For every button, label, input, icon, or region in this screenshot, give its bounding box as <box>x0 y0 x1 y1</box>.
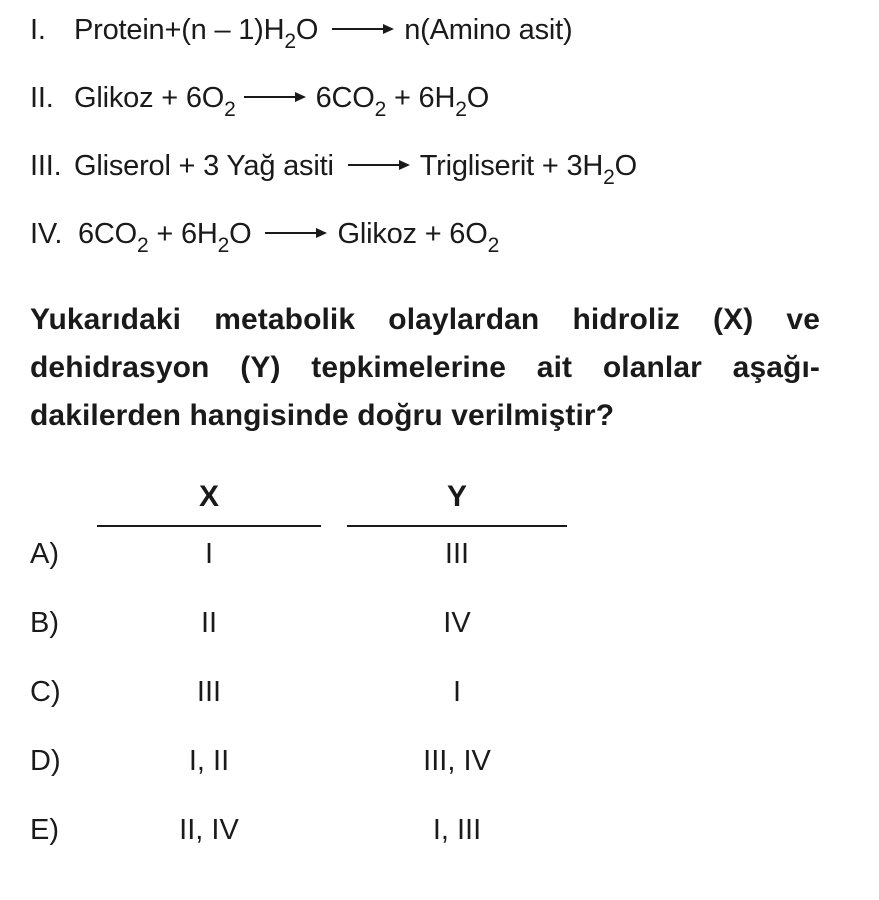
subscript: 2 <box>487 234 500 257</box>
subscript: 2 <box>224 98 236 121</box>
reactant-text: O <box>229 218 252 250</box>
subscript: 2 <box>217 234 230 257</box>
question-line: dehidrasyon (Y) tepkimelerine ait olanlar aşağı- <box>30 351 820 384</box>
reaction-number: I. <box>30 14 46 46</box>
product-text: Trigliserit + 3H <box>419 150 604 182</box>
option-y-value: III, IV <box>423 745 491 777</box>
product-text: + 6H <box>386 82 456 114</box>
reaction-2 <box>30 82 489 126</box>
option-y-value: IV <box>443 607 471 639</box>
subscript: 2 <box>284 30 296 53</box>
option-x-value: III <box>196 676 222 708</box>
reaction-3 <box>30 150 637 194</box>
answer-option-e[interactable] <box>0 814 879 858</box>
reactant-text: + 6H <box>148 218 218 250</box>
subscript: 2 <box>137 234 149 257</box>
answer-option-a[interactable] <box>0 538 879 582</box>
column-rule-y <box>347 525 567 527</box>
answer-option-c[interactable] <box>0 676 879 720</box>
reaction-number: II. <box>30 82 54 114</box>
option-letter: E) <box>30 814 59 846</box>
reaction-arrow-icon <box>244 96 304 98</box>
question-line: dakilerden hangisinde doğru verilmiştir? <box>30 399 615 432</box>
answer-option-b[interactable] <box>0 607 879 651</box>
product-text: O <box>614 150 637 182</box>
reaction-arrow-icon <box>348 164 408 166</box>
product-text: O <box>466 82 490 114</box>
option-x-value: II, IV <box>179 814 239 846</box>
subscript: 2 <box>603 166 615 189</box>
option-y-value: I, III <box>432 814 482 846</box>
answer-option-d[interactable] <box>0 745 879 789</box>
product-text: n(Amino asit) <box>404 14 573 46</box>
option-letter: B) <box>30 607 59 639</box>
reaction-4 <box>30 218 499 262</box>
reactant-text: 6CO <box>78 218 138 250</box>
product-text: Glikoz + 6O <box>337 218 488 250</box>
reaction-number: III. <box>30 150 62 182</box>
option-letter: D) <box>30 745 61 777</box>
reaction-number: IV. <box>30 218 63 250</box>
reaction-1 <box>30 14 572 58</box>
question-line: Yukarıdaki metabolik olaylardan hidroliz (X) ve <box>30 303 820 336</box>
column-header-x: X <box>198 480 219 513</box>
column-rule-x <box>97 525 321 527</box>
option-y-value: I <box>452 676 462 708</box>
reaction-arrow-icon <box>332 28 392 30</box>
subscript: 2 <box>374 98 387 121</box>
reactant-text: Protein+(n – 1)H <box>74 14 285 46</box>
option-letter: C) <box>30 676 61 708</box>
subscript: 2 <box>455 98 467 121</box>
option-x-value: I, II <box>188 745 230 777</box>
reaction-arrow-icon <box>265 232 325 234</box>
option-x-value: I <box>204 538 214 570</box>
question-stem <box>30 296 820 440</box>
reactant-text: Glikoz + 6O <box>74 82 225 114</box>
option-letter: A) <box>30 538 59 570</box>
reactant-text: O <box>295 14 319 46</box>
reactant-text: Gliserol + 3 Yağ asiti <box>74 150 334 182</box>
option-y-value: III <box>444 538 470 570</box>
option-x-value: II <box>200 607 218 639</box>
column-header-y: Y <box>446 480 467 513</box>
product-text: 6CO <box>315 82 375 114</box>
